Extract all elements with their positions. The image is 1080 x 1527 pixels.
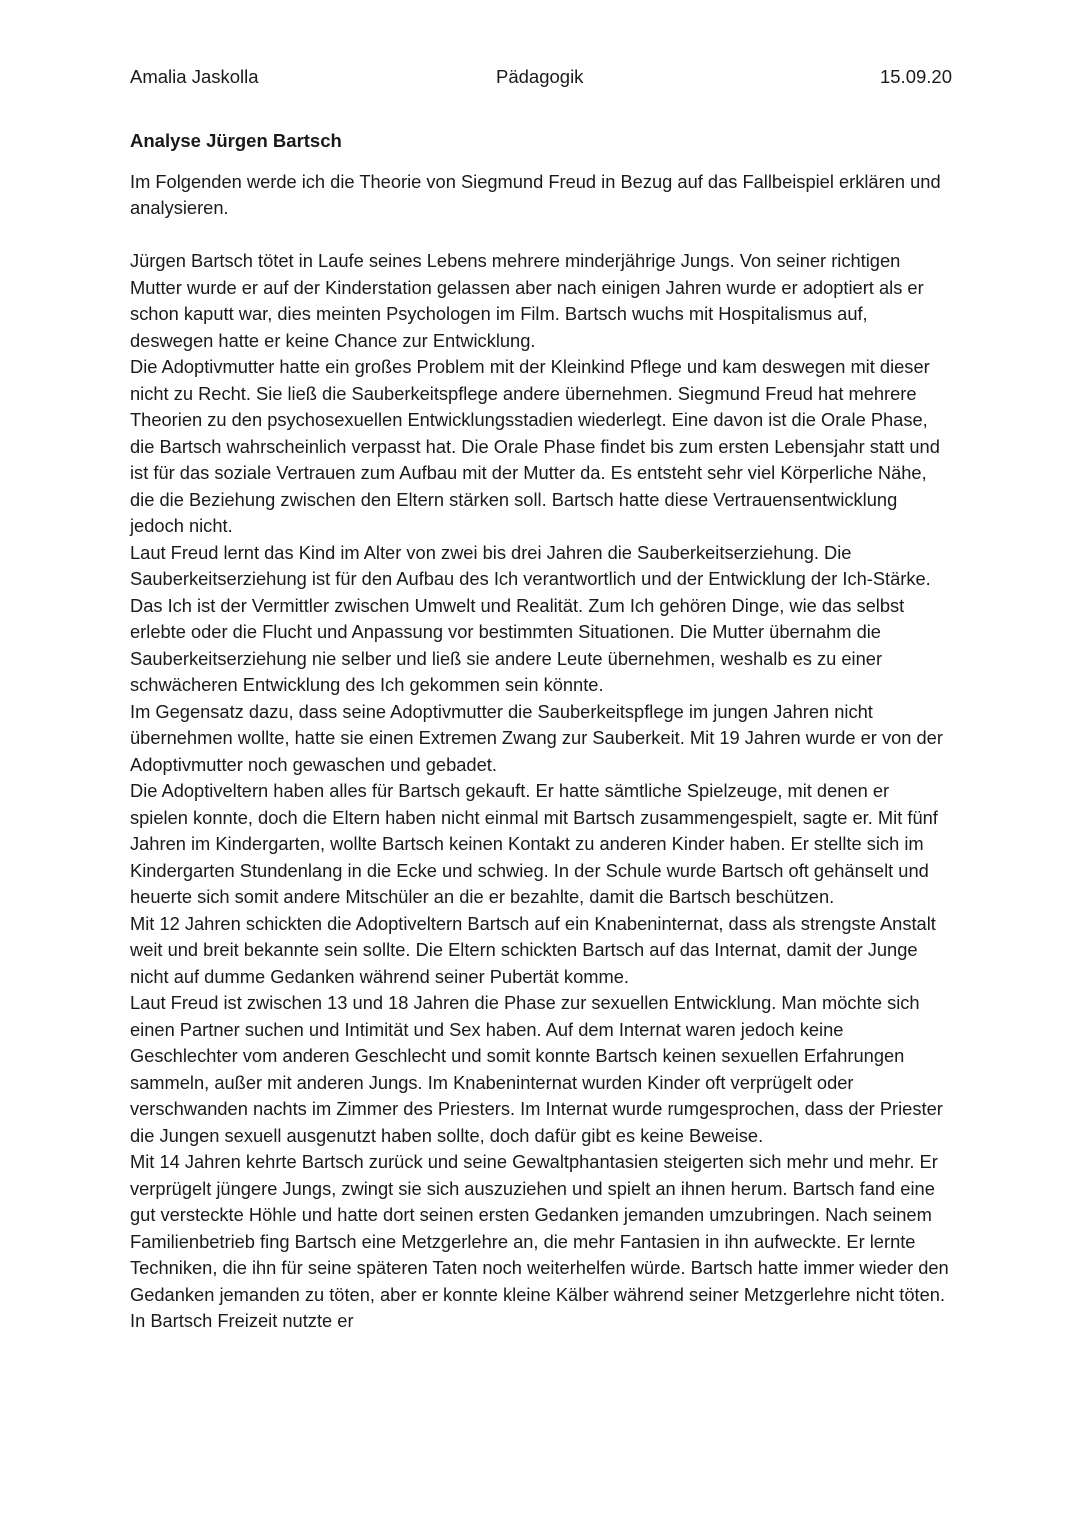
page-header	[130, 64, 952, 94]
intro-section	[130, 169, 952, 222]
document-date: 15.09.20	[879, 66, 952, 87]
paragraph-5: Die Adoptiveltern haben alles für Bartsch gekauft. Er hatte sämtliche Spielzeuge, mit denen er spielen konnte, doch die Eltern haben nicht einmal mit Bartsch zusammengespielt, sagte er. Mit fünf Jahren im Kindergarten, wollte Bartsch keinen Kontakt zu anderen Kinder haben. Er stellte sich im Kindergarten Stundenlang in die Ecke und schwieg. In der Schule wurde Bartsch oft gehänselt und heuerte sich somit andere Mitschüler an die er bezahlte, damit die Bartsch beschützen.	[130, 780, 938, 907]
paragraph-2: Die Adoptivmutter hatte ein großes Problem mit der Kleinkind Pflege und kam deswegen mit dieser nicht zu Recht. Sie ließ die Sauberkeitspflege andere übernehmen. Siegmund Freud hat mehrere Theorien zu den psychosexuellen Entwicklungsstadien wiederlegt. Eine davon ist die Orale Phase, die Bartsch wahrscheinlich verpasst hat. Die Orale Phase findet bis zum ersten Lebensjahr statt und ist für das soziale Vertrauen zum Aufbau mit der Mutter da. Es entsteht sehr viel Körperliche Nähe, die die Beziehung zwischen den Eltern stärken soll. Bartsch hatte diese Vertrauensentwicklung jedoch nicht.	[130, 356, 940, 536]
document-page	[130, 64, 952, 1335]
document-title: Analyse Jürgen Bartsch	[130, 130, 342, 151]
paragraph-8: Mit 14 Jahren kehrte Bartsch zurück und seine Gewaltphantasien steigerten sich mehr und mehr. Er verprügelt jüngere Jungs, zwingt sie sich auszuziehen und spielt an ihnen herum. Bartsch fand eine gut versteckte Höhle und hatte dort seinen ersten Gedanken jemanden umzubringen. Nach seinem Familienbetrieb fing Bartsch eine Metzgerlehre an, die mehr Fantasien in ihn aufweckte. Er lernte Techniken, die ihn für seine späteren Taten noch weiterhelfen würde. Bartsch hatte immer wieder den Gedanken jemanden zu töten, aber er konnte kleine Kälber während seiner Metzgerlehre nicht töten. In Bartsch Freizeit nutzte er	[130, 1151, 949, 1331]
paragraph-4: Im Gegensatz dazu, dass seine Adoptivmutter die Sauberkeitspflege im jungen Jahren nicht übernehmen wollte, hatte sie einen Extremen Zwang zur Sauberkeit. Mit 19 Jahren wurde er von der Adoptivmutter noch gewaschen und gebadet.	[130, 700, 943, 775]
subject-label: Pädagogik	[496, 66, 584, 87]
paragraph-6: Mit 12 Jahren schickten die Adoptiveltern Bartsch auf ein Knabeninternat, dass als strengste Anstalt weit und breit bekannte sein sollte. Die Eltern schickten Bartsch auf das Internat, damit der Junge nicht auf dumme Gedanken während seiner Pubertät komme.	[130, 912, 936, 987]
paragraph-7: Laut Freud ist zwischen 13 und 18 Jahren die Phase zur sexuellen Entwicklung. Man möchte sich einen Partner suchen und Intimität und Sex haben. Auf dem Internat waren jedoch keine Geschlechter vom anderen Geschlecht und somit konnte Bartsch keinen sexuellen Erfahrungen sammeln, außer mit anderen Jungs. Im Knabeninternat wurden Kinder oft verprügelt oder verschwanden nachts im Zimmer des Priesters. Im Internat wurde rumgesprochen, dass der Priester die Jungen sexuell ausgenutzt haben sollte, doch dafür gibt es keine Beweise.	[130, 992, 943, 1146]
intro-paragraph: Im Folgenden werde ich die Theorie von Siegmund Freud in Bezug auf das Fallbeispiel erklären und analysieren.	[130, 170, 941, 218]
main-text	[130, 248, 952, 1335]
paragraph-1: Jürgen Bartsch tötet in Laufe seines Lebens mehrere minderjährige Jungs. Von seiner richtigen Mutter wurde er auf der Kinderstation gelassen aber nach einigen Jahren wurde er adoptiert als er schon kaputt war, dies meinten Psychologen im Film. Bartsch wuchs mit Hospitalismus auf, deswegen hatte er keine Chance zur Entwicklung.	[130, 250, 924, 351]
author-name: Amalia Jaskolla	[130, 66, 259, 87]
paragraph-3: Laut Freud lernt das Kind im Alter von zwei bis drei Jahren die Sauberkeitserziehung. Die Sauberkeitserziehung ist für den Aufbau des Ich verantwortlich und der Entwicklung der Ich-Stärke. Das Ich ist der Vermittler zwischen Umwelt und Realität. Zum Ich gehören Dinge, wie das selbst erlebte oder die Flucht und Anpassung vor bestimmten Situationen. Die Mutter übernahm die Sauberkeitserziehung nie selber und ließ sie andere Leute übernehmen, weshalb es zu einer schwächeren Entwicklung des Ich gekommen sein könnte.	[130, 541, 931, 695]
